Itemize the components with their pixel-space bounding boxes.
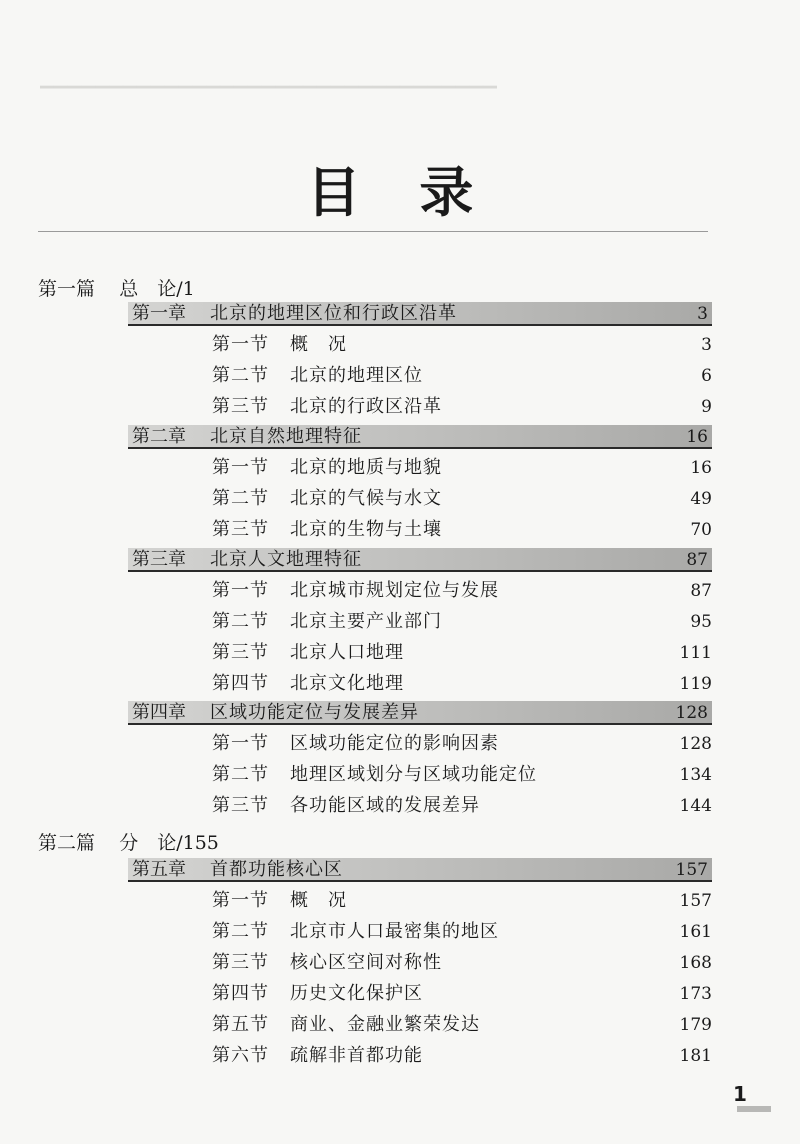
section-number: 第二节: [212, 488, 269, 509]
section-title: 概 况: [290, 334, 347, 355]
section-page: 134: [679, 765, 712, 785]
section-title: 北京的气候与水文: [290, 488, 442, 509]
chapter-number: 第四章: [132, 702, 186, 723]
section-row[interactable]: [212, 609, 712, 635]
section-page: 3: [701, 335, 712, 355]
section-row[interactable]: [212, 517, 712, 543]
title-divider: [38, 231, 708, 232]
section-number: 第一节: [212, 890, 269, 911]
chapter-page: 87: [686, 550, 708, 570]
section-row[interactable]: [212, 363, 712, 389]
part-heading: [38, 828, 219, 855]
section-page: 168: [679, 953, 712, 973]
section-page: 144: [679, 796, 712, 816]
section-title: 北京的地理区位: [290, 365, 423, 386]
section-number: 第六节: [212, 1045, 269, 1066]
section-row[interactable]: [212, 486, 712, 512]
section-number: 第二节: [212, 764, 269, 785]
chapter-title: 区域功能定位与发展差异: [210, 702, 419, 723]
section-title: 北京的地质与地貌: [290, 457, 442, 478]
section-row[interactable]: [212, 731, 712, 757]
section-number: 第一节: [212, 580, 269, 601]
section-row[interactable]: [212, 671, 712, 697]
section-title: 区域功能定位的影响因素: [290, 733, 499, 754]
section-title: 北京市人口最密集的地区: [290, 921, 499, 942]
section-number: 第三节: [212, 642, 269, 663]
chapter-row[interactable]: [128, 425, 712, 449]
chapter-title: 首都功能核心区: [210, 859, 343, 880]
section-title: 北京的生物与土壤: [290, 519, 442, 540]
part-page: /155: [176, 832, 219, 854]
section-row[interactable]: [212, 578, 712, 604]
section-title: 北京文化地理: [290, 673, 404, 694]
section-row[interactable]: [212, 793, 712, 819]
chapter-row[interactable]: [128, 701, 712, 725]
section-title: 概 况: [290, 890, 347, 911]
chapter-page: 3: [697, 304, 708, 324]
chapter-page: 157: [675, 860, 708, 880]
section-row[interactable]: [212, 919, 712, 945]
section-row[interactable]: [212, 1043, 712, 1069]
part-label: 第二篇: [38, 832, 96, 854]
part-name: 分 论: [119, 832, 177, 854]
page-number-bar: [737, 1106, 771, 1112]
section-number: 第四节: [212, 983, 269, 1004]
part-heading: [38, 274, 195, 301]
chapter-page: 128: [675, 703, 708, 723]
section-row[interactable]: [212, 762, 712, 788]
section-page: 181: [679, 1046, 712, 1066]
section-number: 第五节: [212, 1014, 269, 1035]
section-page: 9: [701, 397, 712, 417]
section-title: 地理区域划分与区域功能定位: [290, 764, 537, 785]
chapter-number: 第二章: [132, 426, 186, 447]
section-number: 第三节: [212, 396, 269, 417]
section-page: 119: [679, 674, 712, 694]
section-title: 北京城市规划定位与发展: [290, 580, 499, 601]
part-label: 第一篇: [38, 278, 96, 300]
section-number: 第二节: [212, 611, 269, 632]
section-row[interactable]: [212, 1012, 712, 1038]
section-page: 161: [679, 922, 712, 942]
section-title: 北京人口地理: [290, 642, 404, 663]
section-number: 第三节: [212, 952, 269, 973]
section-page: 173: [679, 984, 712, 1004]
page-number: 1: [733, 1082, 747, 1106]
part-name: 总 论: [119, 278, 177, 300]
chapter-number: 第五章: [132, 859, 186, 880]
page-title: 目 录: [306, 161, 494, 224]
chapter-title: 北京自然地理特征: [210, 426, 362, 447]
section-row[interactable]: [212, 394, 712, 420]
section-page: 95: [690, 612, 712, 632]
section-row[interactable]: [212, 455, 712, 481]
section-title: 各功能区域的发展差异: [290, 795, 480, 816]
section-title: 北京的行政区沿革: [290, 396, 442, 417]
chapter-number: 第三章: [132, 549, 186, 570]
section-number: 第四节: [212, 673, 269, 694]
chapter-title: 北京人文地理特征: [210, 549, 362, 570]
section-number: 第一节: [212, 457, 269, 478]
section-row[interactable]: [212, 888, 712, 914]
section-number: 第三节: [212, 795, 269, 816]
section-page: 16: [690, 458, 712, 478]
chapter-number: 第一章: [132, 303, 186, 324]
section-page: 70: [690, 520, 712, 540]
section-row[interactable]: [212, 981, 712, 1007]
section-row[interactable]: [212, 640, 712, 666]
section-page: 111: [679, 643, 712, 663]
section-page: 157: [679, 891, 712, 911]
section-row[interactable]: [212, 950, 712, 976]
chapter-title: 北京的地理区位和行政区沿革: [210, 303, 457, 324]
section-number: 第三节: [212, 519, 269, 540]
section-number: 第一节: [212, 733, 269, 754]
section-title: 历史文化保护区: [290, 983, 423, 1004]
section-number: 第二节: [212, 921, 269, 942]
section-title: 核心区空间对称性: [290, 952, 442, 973]
section-title: 疏解非首都功能: [290, 1045, 423, 1066]
section-page: 179: [679, 1015, 712, 1035]
section-page: 87: [690, 581, 712, 601]
section-title: 北京主要产业部门: [290, 611, 442, 632]
section-number: 第二节: [212, 365, 269, 386]
section-title: 商业、金融业繁荣发达: [290, 1014, 480, 1035]
chapter-page: 16: [686, 427, 708, 447]
part-page: /1: [176, 278, 195, 300]
section-page: 49: [690, 489, 712, 509]
section-page: 6: [701, 366, 712, 386]
section-number: 第一节: [212, 334, 269, 355]
section-page: 128: [679, 734, 712, 754]
chapter-row[interactable]: [128, 858, 712, 882]
section-row[interactable]: [212, 332, 712, 358]
chapter-row[interactable]: [128, 302, 712, 326]
chapter-row[interactable]: [128, 548, 712, 572]
